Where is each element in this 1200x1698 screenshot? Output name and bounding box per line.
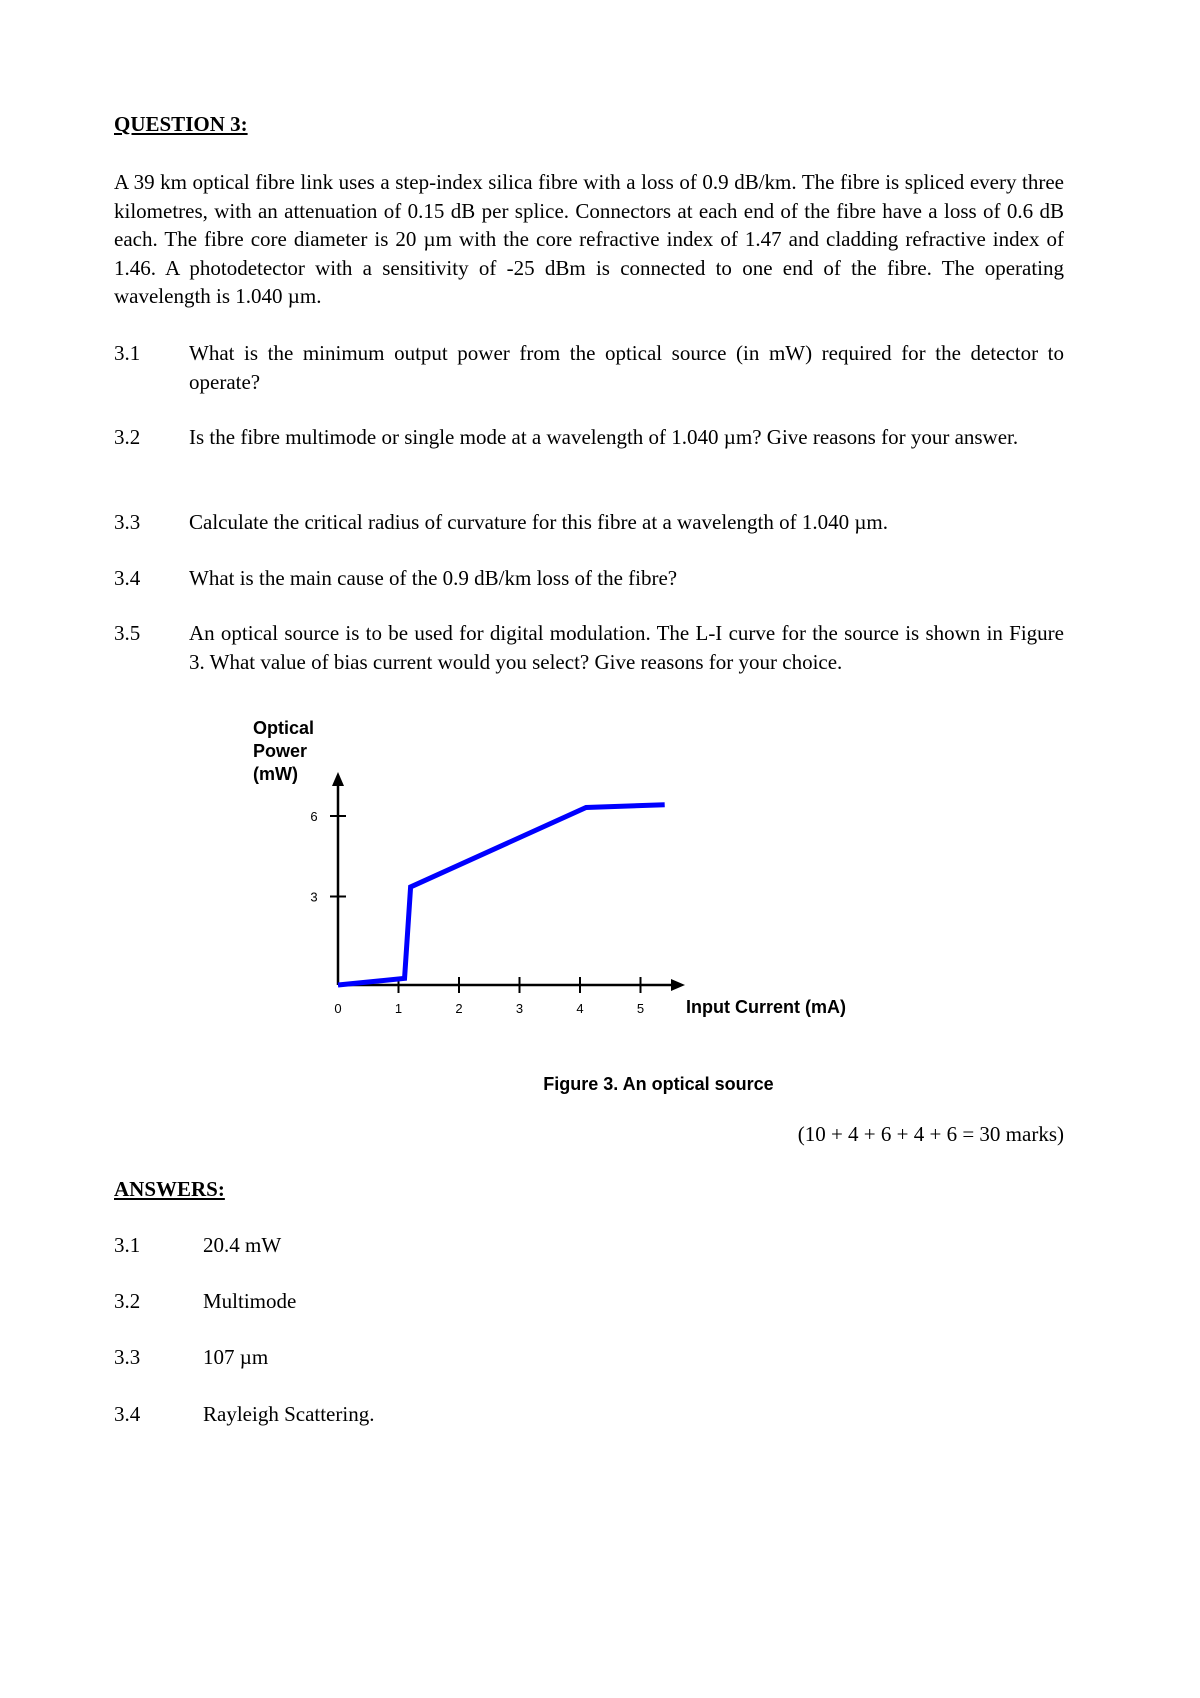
y-axis-arrow-icon bbox=[332, 772, 344, 786]
marks-total: (10 + 4 + 6 + 4 + 6 = 30 marks) bbox=[797, 1122, 1064, 1146]
question-number: 3.5 bbox=[114, 621, 141, 645]
answer-value: Rayleigh Scattering. bbox=[203, 1402, 375, 1426]
question-item bbox=[114, 339, 1064, 396]
question-number: 3.2 bbox=[114, 425, 141, 449]
y-tick-label: 3 bbox=[310, 889, 318, 905]
y-tick-label: 6 bbox=[310, 809, 318, 824]
answer-number: 3.1 bbox=[114, 1233, 141, 1257]
question-number: 3.3 bbox=[114, 510, 141, 534]
y-axis-label-line: Optical bbox=[253, 718, 315, 738]
y-axis-label-line: (mW) bbox=[253, 764, 298, 784]
figure-caption bbox=[0, 1074, 1200, 1095]
question-item bbox=[114, 564, 1064, 593]
question-heading: QUESTION 3: bbox=[114, 112, 248, 136]
question-text: Is the fibre multimode or single mode at a wavelength of 1.040 µm? Give reasons for your answer. bbox=[189, 425, 1019, 449]
answer-number: 3.2 bbox=[114, 1289, 141, 1313]
x-tick-label: 5 bbox=[636, 1001, 645, 1016]
figure-caption-text: Figure 3. An optical source bbox=[543, 1074, 774, 1094]
y-ticks bbox=[310, 809, 346, 905]
x-tick-label: 3 bbox=[515, 1001, 524, 1016]
x-tick-label: 1 bbox=[394, 1001, 403, 1016]
question-number: 3.1 bbox=[114, 341, 141, 365]
question-item bbox=[114, 423, 1064, 452]
question-text: What is the minimum output power from the optical source (in mW) required for the detector to operate? bbox=[189, 341, 1064, 394]
question-intro: A 39 km optical fibre link uses a step-index silica fibre with a loss of 0.9 dB/km. The fibre is spliced every three kilometres, with an attenuation of 0.15 dB per splice. Connectors at each end of the fibre have a loss of 0.6 dB each. The fibre core diameter is 20 µm with the core refractive index of 1.47 and cladding refractive index of 1.46. A photodetector with a sensitivity of -25 dBm is connected to one end of the fibre. The operating wavelength is 1.040 µm. bbox=[114, 170, 1064, 308]
x-axis-label: Input Current (mA) bbox=[686, 997, 846, 1017]
series-group bbox=[338, 805, 665, 985]
question-text: Calculate the critical radius of curvature for this fibre at a wavelength of 1.040 µm. bbox=[189, 510, 889, 534]
question-text: What is the main cause of the 0.9 dB/km loss of the fibre? bbox=[189, 566, 678, 590]
x-tick-label: 0 bbox=[334, 1001, 342, 1016]
answer-value: 20.4 mW bbox=[203, 1233, 282, 1257]
x-axis-arrow-icon bbox=[671, 979, 685, 991]
answer-number: 3.4 bbox=[114, 1402, 141, 1426]
question-text: An optical source is to be used for digital modulation. The L-I curve for the source is shown in Figure 3. What value of bias current would you select? Give reasons for your choice. bbox=[189, 621, 1064, 674]
x-ticks bbox=[334, 977, 644, 1016]
answer-number: 3.3 bbox=[114, 1345, 141, 1369]
question-number: 3.4 bbox=[114, 566, 141, 590]
answer-value: 107 µm bbox=[203, 1345, 269, 1369]
question-item bbox=[114, 508, 1064, 537]
answers-heading: ANSWERS: bbox=[114, 1177, 225, 1201]
y-axis-label-line: Power bbox=[253, 741, 308, 761]
li-curve-line bbox=[338, 805, 665, 985]
x-tick-label: 4 bbox=[576, 1001, 584, 1016]
answer-value: Multimode bbox=[203, 1289, 297, 1313]
question-item bbox=[114, 619, 1064, 676]
x-tick-label: 2 bbox=[455, 1001, 463, 1016]
